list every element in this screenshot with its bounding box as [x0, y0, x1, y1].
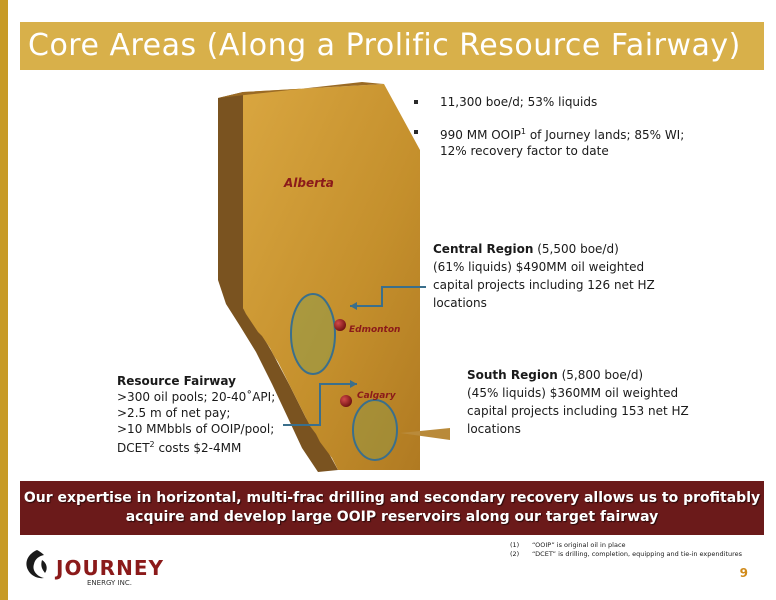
- footnote-item: [510, 550, 742, 559]
- footnote-ref: 2: [149, 440, 155, 449]
- fairway-line: >10 MMbbls of OOIP/pool;: [117, 422, 275, 436]
- expertise-banner: [20, 481, 764, 535]
- footnote-text: “OOIP” is original oil in place: [532, 541, 626, 549]
- fairway-line: >2.5 m of net pay;: [117, 406, 231, 420]
- province-label: Alberta: [284, 176, 334, 190]
- fairway-line-after: costs $2-4MM: [154, 441, 242, 455]
- fairway-line-before: DCET: [117, 441, 150, 455]
- footnote-text: “DCET” is drilling, completion, equipping and tie-in expenditures: [532, 550, 743, 558]
- bullet-text: 11,300 boe/d; 53% liquids: [440, 95, 598, 109]
- footnote-ref: 1: [520, 127, 526, 136]
- bullet-text-before: 990 MM OOIP: [440, 128, 521, 142]
- bullet-item: [414, 94, 714, 110]
- south-region-production: (5,800 boe/d): [557, 368, 644, 382]
- resource-fairway-heading: Resource Fairway: [117, 374, 236, 388]
- page-number: 9: [739, 566, 748, 580]
- logo-subtitle: ENERGY INC.: [87, 579, 132, 587]
- logo-wordmark: JOURNEY: [56, 556, 164, 580]
- banner-text: Our expertise in horizontal, multi-frac drilling and secondary recovery allows us to profitably acquire and develop large OOIP reservoirs along our target fairway: [23, 490, 761, 525]
- footnote-number: (2): [510, 550, 520, 558]
- footnotes: [510, 541, 742, 559]
- footnote-number: (1): [510, 541, 520, 549]
- south-region-area: [353, 400, 397, 460]
- central-region-production: (5,500 boe/d): [533, 242, 619, 256]
- south-region-description: (45% liquids) $360MM oil weighted capital projects including 153 net HZ locations: [467, 386, 689, 436]
- bullet-square-icon: [414, 130, 418, 134]
- central-region-description: (61% liquids) $490MM oil weighted capital projects including 126 net HZ locations: [433, 260, 655, 310]
- central-region-name: Central Region: [433, 242, 534, 256]
- summary-bullets: [414, 94, 714, 173]
- edmonton-marker: [334, 319, 346, 331]
- south-region-callout: [467, 366, 717, 438]
- journey-logo-icon: [22, 548, 52, 582]
- central-region-area: [291, 294, 335, 374]
- footnote-item: [510, 541, 742, 550]
- calgary-marker: [340, 395, 352, 407]
- fairway-line: >300 oil pools; 20-40˚API;: [117, 390, 276, 404]
- bullet-square-icon: [414, 100, 418, 104]
- calgary-label: Calgary: [357, 391, 396, 401]
- bullet-item: [414, 124, 714, 159]
- south-region-name: South Region: [467, 368, 558, 382]
- resource-fairway-callout: [117, 373, 297, 456]
- edmonton-label: Edmonton: [349, 325, 401, 335]
- page-title: Core Areas (Along a Prolific Resource Fairway): [28, 28, 741, 63]
- central-region-callout: [433, 240, 683, 312]
- bullet-text-after: of Journey lands; 85% WI; 12% recovery factor to date: [440, 128, 685, 158]
